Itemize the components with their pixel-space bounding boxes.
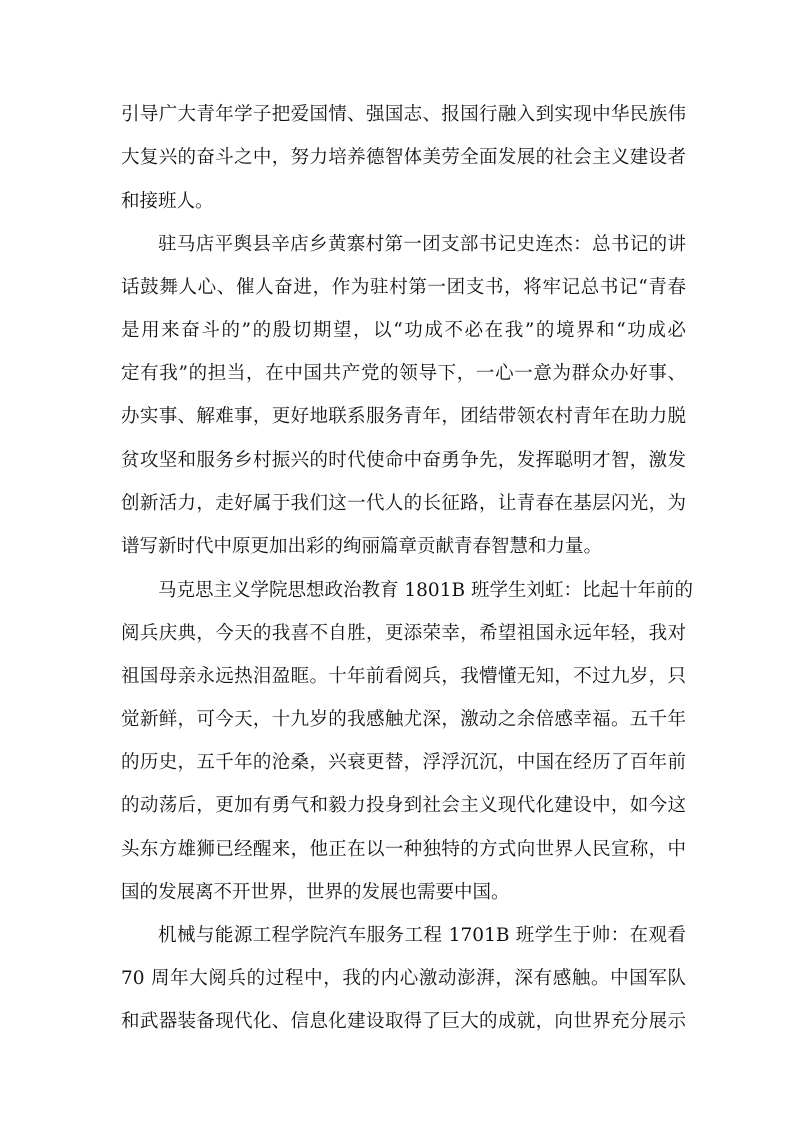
- text-line: 贫攻坚和服务乡村振兴的时代使命中奋勇争先，发挥聪明才智，激发: [121, 450, 686, 471]
- text-line: 和接班人。: [121, 191, 214, 212]
- text-line: 的历史，五千年的沧桑，兴衰更替，浮浮沉沉，中国在经历了百年前: [121, 752, 686, 773]
- text-line: 办实事、解难事，更好地联系服务青年，团结带领农村青年在助力脱: [121, 406, 686, 427]
- text-line: 觉新鲜，可今天，十九岁的我感触尤深，激动之余倍感幸福。五千年: [121, 709, 686, 730]
- text-line: 引导广大青年学子把爱国情、强国志、报国行融入到实现中华民族伟: [121, 104, 686, 125]
- text-line: 大复兴的奋斗之中，努力培养德智体美劳全面发展的社会主义建设者: [121, 147, 686, 168]
- text-line: 创新活力，走好属于我们这一代人的长征路，让青春在基层闪光，为: [121, 493, 686, 514]
- text-line: 谱写新时代中原更加出彩的绚丽篇章贡献青春智慧和力量。: [121, 536, 603, 557]
- text-line: 祖国母亲永远热泪盈眶。十年前看阅兵，我懵懂无知，不过九岁，只: [121, 666, 686, 687]
- text-line: 机械与能源工程学院汽车服务工程 1701B 班学生于帅：在观看: [158, 925, 686, 946]
- text-line: 是用来奋斗的”的殷切期望，以“功成不必在我”的境界和“功成必: [121, 320, 686, 341]
- text-line: 70 周年大阅兵的过程中，我的内心激动澎湃，深有感触。中国军队: [121, 968, 686, 989]
- text-line: 和武器装备现代化、信息化建设取得了巨大的成就，向世界充分展示: [121, 1011, 686, 1032]
- text-line: 阅兵庆典，今天的我喜不自胜，更添荣幸，希望祖国永远年轻，我对: [121, 623, 686, 644]
- text-line: 国的发展离不开世界，世界的发展也需要中国。: [121, 882, 510, 903]
- text-line: 头东方雄狮已经醒来，他正在以一种独特的方式向世界人民宣称，中: [121, 839, 686, 860]
- text-line: 话鼓舞人心、催人奋进，作为驻村第一团支书，将牢记总书记“青春: [121, 277, 686, 298]
- text-line: 的动荡后，更加有勇气和毅力投身到社会主义现代化建设中，如今这: [121, 795, 686, 816]
- text-line: 驻马店平舆县辛店乡黄寨村第一团支部书记史连杰：总书记的讲: [158, 234, 686, 255]
- text-line: 马克思主义学院思想政治教育 1801B 班学生刘虹：比起十年前的: [158, 580, 693, 601]
- text-line: 定有我”的担当，在中国共产党的领导下，一心一意为群众办好事、: [121, 363, 686, 384]
